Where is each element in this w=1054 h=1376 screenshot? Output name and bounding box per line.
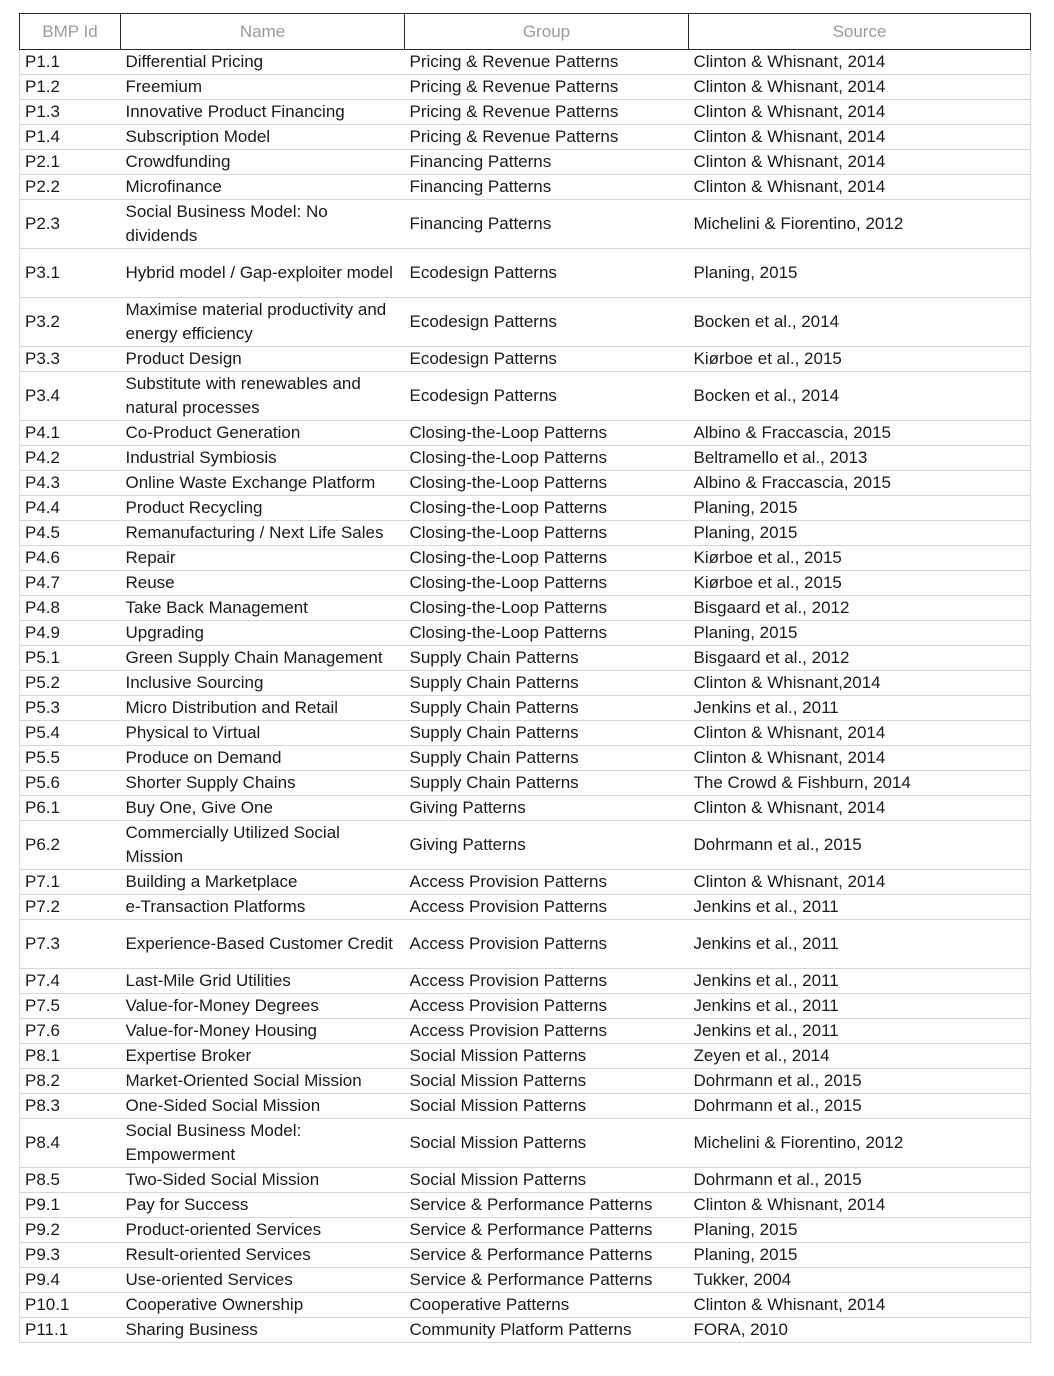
cell-name: Maximise material productivity and energy efficiency <box>121 298 405 347</box>
cell-source: Jenkins et al., 2011 <box>689 1019 1031 1044</box>
cell-source: Albino & Fraccascia, 2015 <box>689 421 1031 446</box>
cell-bmp-id: P8.2 <box>20 1069 121 1094</box>
cell-name: Experience-Based Customer Credit <box>121 920 405 969</box>
table-row <box>20 994 1031 1019</box>
cell-group: Social Mission Patterns <box>405 1119 689 1168</box>
bmp-table-container <box>19 13 1030 1343</box>
cell-group: Closing-the-Loop Patterns <box>405 621 689 646</box>
cell-bmp-id: P5.4 <box>20 721 121 746</box>
cell-source: Clinton & Whisnant, 2014 <box>689 125 1031 150</box>
cell-group: Giving Patterns <box>405 796 689 821</box>
cell-source: Kiørboe et al., 2015 <box>689 571 1031 596</box>
table-row <box>20 421 1031 446</box>
cell-group: Financing Patterns <box>405 150 689 175</box>
cell-bmp-id: P2.1 <box>20 150 121 175</box>
table-row <box>20 298 1031 347</box>
table-row <box>20 1168 1031 1193</box>
header-group: Group <box>405 14 689 50</box>
cell-bmp-id: P5.3 <box>20 696 121 721</box>
cell-group: Social Mission Patterns <box>405 1069 689 1094</box>
cell-source: Clinton & Whisnant, 2014 <box>689 796 1031 821</box>
cell-name: Buy One, Give One <box>121 796 405 821</box>
cell-source: Jenkins et al., 2011 <box>689 969 1031 994</box>
cell-source: Bisgaard et al., 2012 <box>689 646 1031 671</box>
cell-name: Subscription Model <box>121 125 405 150</box>
cell-name: Use-oriented Services <box>121 1268 405 1293</box>
cell-name: Co-Product Generation <box>121 421 405 446</box>
cell-group: Supply Chain Patterns <box>405 646 689 671</box>
cell-source: Tukker, 2004 <box>689 1268 1031 1293</box>
cell-source: Dohrmann et al., 2015 <box>689 1168 1031 1193</box>
cell-bmp-id: P2.2 <box>20 175 121 200</box>
cell-name: Shorter Supply Chains <box>121 771 405 796</box>
cell-name: Social Business Model: Empowerment <box>121 1119 405 1168</box>
cell-name: Commercially Utilized Social Mission <box>121 821 405 870</box>
cell-source: Clinton & Whisnant,2014 <box>689 671 1031 696</box>
cell-bmp-id: P10.1 <box>20 1293 121 1318</box>
cell-name: Cooperative Ownership <box>121 1293 405 1318</box>
cell-source: Kiørboe et al., 2015 <box>689 347 1031 372</box>
header-name: Name <box>121 14 405 50</box>
table-row <box>20 1268 1031 1293</box>
cell-source: The Crowd & Fishburn, 2014 <box>689 771 1031 796</box>
table-row <box>20 746 1031 771</box>
cell-bmp-id: P4.8 <box>20 596 121 621</box>
cell-bmp-id: P7.2 <box>20 895 121 920</box>
cell-group: Ecodesign Patterns <box>405 298 689 347</box>
cell-bmp-id: P5.2 <box>20 671 121 696</box>
cell-source: Bocken et al., 2014 <box>689 298 1031 347</box>
cell-group: Ecodesign Patterns <box>405 347 689 372</box>
cell-name: Two-Sided Social Mission <box>121 1168 405 1193</box>
cell-bmp-id: P4.5 <box>20 521 121 546</box>
header-row <box>20 14 1031 50</box>
table-header <box>20 14 1031 50</box>
cell-name: Value-for-Money Degrees <box>121 994 405 1019</box>
table-row <box>20 771 1031 796</box>
cell-group: Pricing & Revenue Patterns <box>405 125 689 150</box>
cell-bmp-id: P1.1 <box>20 50 121 75</box>
cell-bmp-id: P1.4 <box>20 125 121 150</box>
cell-name: Product-oriented Services <box>121 1218 405 1243</box>
cell-name: Produce on Demand <box>121 746 405 771</box>
header-source: Source <box>689 14 1031 50</box>
cell-group: Cooperative Patterns <box>405 1293 689 1318</box>
table-row <box>20 150 1031 175</box>
cell-bmp-id: P3.2 <box>20 298 121 347</box>
cell-name: Physical to Virtual <box>121 721 405 746</box>
cell-name: Building a Marketplace <box>121 870 405 895</box>
cell-source: Clinton & Whisnant, 2014 <box>689 75 1031 100</box>
cell-source: Michelini & Fiorentino, 2012 <box>689 200 1031 249</box>
cell-bmp-id: P9.4 <box>20 1268 121 1293</box>
cell-group: Service & Performance Patterns <box>405 1193 689 1218</box>
cell-name: Expertise Broker <box>121 1044 405 1069</box>
cell-source: Clinton & Whisnant, 2014 <box>689 1193 1031 1218</box>
table-row <box>20 521 1031 546</box>
cell-group: Ecodesign Patterns <box>405 372 689 421</box>
cell-source: Dohrmann et al., 2015 <box>689 1094 1031 1119</box>
cell-bmp-id: P5.5 <box>20 746 121 771</box>
cell-group: Financing Patterns <box>405 175 689 200</box>
cell-group: Social Mission Patterns <box>405 1168 689 1193</box>
cell-source: Planing, 2015 <box>689 621 1031 646</box>
cell-name: Social Business Model: No dividends <box>121 200 405 249</box>
cell-bmp-id: P4.1 <box>20 421 121 446</box>
cell-group: Social Mission Patterns <box>405 1094 689 1119</box>
table-row <box>20 895 1031 920</box>
cell-bmp-id: P2.3 <box>20 200 121 249</box>
cell-source: Clinton & Whisnant, 2014 <box>689 1293 1031 1318</box>
cell-bmp-id: P4.6 <box>20 546 121 571</box>
cell-group: Community Platform Patterns <box>405 1318 689 1343</box>
cell-source: FORA, 2010 <box>689 1318 1031 1343</box>
cell-source: Clinton & Whisnant, 2014 <box>689 100 1031 125</box>
table-row <box>20 50 1031 75</box>
cell-group: Closing-the-Loop Patterns <box>405 421 689 446</box>
cell-source: Bocken et al., 2014 <box>689 372 1031 421</box>
cell-source: Clinton & Whisnant, 2014 <box>689 50 1031 75</box>
cell-source: Planing, 2015 <box>689 521 1031 546</box>
cell-group: Access Provision Patterns <box>405 920 689 969</box>
cell-name: Market-Oriented Social Mission <box>121 1069 405 1094</box>
cell-name: Reuse <box>121 571 405 596</box>
table-row <box>20 1044 1031 1069</box>
cell-group: Access Provision Patterns <box>405 994 689 1019</box>
cell-source: Jenkins et al., 2011 <box>689 696 1031 721</box>
cell-bmp-id: P3.1 <box>20 249 121 298</box>
cell-source: Clinton & Whisnant, 2014 <box>689 175 1031 200</box>
cell-bmp-id: P7.3 <box>20 920 121 969</box>
cell-name: Substitute with renewables and natural processes <box>121 372 405 421</box>
cell-name: Sharing Business <box>121 1318 405 1343</box>
cell-name: Last-Mile Grid Utilities <box>121 969 405 994</box>
cell-name: Industrial Symbiosis <box>121 446 405 471</box>
cell-bmp-id: P3.3 <box>20 347 121 372</box>
table-row <box>20 969 1031 994</box>
cell-bmp-id: P5.1 <box>20 646 121 671</box>
cell-source: Planing, 2015 <box>689 496 1031 521</box>
cell-group: Closing-the-Loop Patterns <box>405 496 689 521</box>
header-bmp-id: BMP Id <box>20 14 121 50</box>
table-row <box>20 920 1031 969</box>
table-row <box>20 796 1031 821</box>
cell-group: Pricing & Revenue Patterns <box>405 75 689 100</box>
cell-bmp-id: P1.3 <box>20 100 121 125</box>
cell-source: Jenkins et al., 2011 <box>689 994 1031 1019</box>
cell-bmp-id: P9.1 <box>20 1193 121 1218</box>
cell-group: Access Provision Patterns <box>405 870 689 895</box>
table-row <box>20 249 1031 298</box>
cell-source: Clinton & Whisnant, 2014 <box>689 746 1031 771</box>
cell-source: Zeyen et al., 2014 <box>689 1044 1031 1069</box>
cell-name: Microfinance <box>121 175 405 200</box>
cell-group: Closing-the-Loop Patterns <box>405 546 689 571</box>
table-row <box>20 870 1031 895</box>
cell-bmp-id: P7.5 <box>20 994 121 1019</box>
cell-name: Pay for Success <box>121 1193 405 1218</box>
table-row <box>20 1069 1031 1094</box>
cell-bmp-id: P11.1 <box>20 1318 121 1343</box>
bmp-table <box>19 13 1031 1343</box>
cell-group: Closing-the-Loop Patterns <box>405 446 689 471</box>
table-row <box>20 1019 1031 1044</box>
table-row <box>20 671 1031 696</box>
cell-source: Jenkins et al., 2011 <box>689 895 1031 920</box>
table-row <box>20 75 1031 100</box>
cell-name: Online Waste Exchange Platform <box>121 471 405 496</box>
cell-bmp-id: P9.2 <box>20 1218 121 1243</box>
cell-bmp-id: P8.4 <box>20 1119 121 1168</box>
cell-name: Product Recycling <box>121 496 405 521</box>
cell-bmp-id: P7.6 <box>20 1019 121 1044</box>
cell-name: Value-for-Money Housing <box>121 1019 405 1044</box>
cell-group: Supply Chain Patterns <box>405 721 689 746</box>
cell-group: Closing-the-Loop Patterns <box>405 471 689 496</box>
cell-name: Repair <box>121 546 405 571</box>
cell-name: Differential Pricing <box>121 50 405 75</box>
cell-group: Supply Chain Patterns <box>405 671 689 696</box>
cell-source: Dohrmann et al., 2015 <box>689 1069 1031 1094</box>
cell-name: Hybrid model / Gap-exploiter model <box>121 249 405 298</box>
table-row <box>20 546 1031 571</box>
cell-name: Product Design <box>121 347 405 372</box>
cell-bmp-id: P7.4 <box>20 969 121 994</box>
table-row <box>20 446 1031 471</box>
cell-source: Kiørboe et al., 2015 <box>689 546 1031 571</box>
table-row <box>20 821 1031 870</box>
cell-bmp-id: P4.7 <box>20 571 121 596</box>
cell-group: Service & Performance Patterns <box>405 1218 689 1243</box>
table-row <box>20 1193 1031 1218</box>
cell-bmp-id: P6.2 <box>20 821 121 870</box>
cell-bmp-id: P4.4 <box>20 496 121 521</box>
table-row <box>20 621 1031 646</box>
cell-bmp-id: P1.2 <box>20 75 121 100</box>
cell-bmp-id: P5.6 <box>20 771 121 796</box>
cell-bmp-id: P4.2 <box>20 446 121 471</box>
cell-name: Inclusive Sourcing <box>121 671 405 696</box>
cell-bmp-id: P7.1 <box>20 870 121 895</box>
table-row <box>20 347 1031 372</box>
cell-bmp-id: P4.9 <box>20 621 121 646</box>
cell-group: Closing-the-Loop Patterns <box>405 596 689 621</box>
table-row <box>20 125 1031 150</box>
cell-name: Remanufacturing / Next Life Sales <box>121 521 405 546</box>
cell-group: Service & Performance Patterns <box>405 1268 689 1293</box>
table-row <box>20 1218 1031 1243</box>
cell-group: Pricing & Revenue Patterns <box>405 100 689 125</box>
cell-group: Service & Performance Patterns <box>405 1243 689 1268</box>
cell-source: Michelini & Fiorentino, 2012 <box>689 1119 1031 1168</box>
cell-group: Access Provision Patterns <box>405 969 689 994</box>
table-row <box>20 496 1031 521</box>
table-row <box>20 471 1031 496</box>
cell-source: Bisgaard et al., 2012 <box>689 596 1031 621</box>
table-row <box>20 1119 1031 1168</box>
cell-group: Supply Chain Patterns <box>405 746 689 771</box>
table-row <box>20 646 1031 671</box>
cell-bmp-id: P8.5 <box>20 1168 121 1193</box>
cell-group: Access Provision Patterns <box>405 1019 689 1044</box>
table-row <box>20 100 1031 125</box>
cell-group: Ecodesign Patterns <box>405 249 689 298</box>
cell-name: Upgrading <box>121 621 405 646</box>
cell-source: Beltramello et al., 2013 <box>689 446 1031 471</box>
cell-bmp-id: P3.4 <box>20 372 121 421</box>
cell-group: Social Mission Patterns <box>405 1044 689 1069</box>
cell-bmp-id: P8.3 <box>20 1094 121 1119</box>
cell-name: Result-oriented Services <box>121 1243 405 1268</box>
cell-group: Closing-the-Loop Patterns <box>405 521 689 546</box>
cell-source: Clinton & Whisnant, 2014 <box>689 150 1031 175</box>
cell-name: Green Supply Chain Management <box>121 646 405 671</box>
cell-source: Dohrmann et al., 2015 <box>689 821 1031 870</box>
table-row <box>20 1318 1031 1343</box>
cell-name: Crowdfunding <box>121 150 405 175</box>
table-row <box>20 596 1031 621</box>
cell-name: Freemium <box>121 75 405 100</box>
cell-group: Closing-the-Loop Patterns <box>405 571 689 596</box>
cell-source: Albino & Fraccascia, 2015 <box>689 471 1031 496</box>
cell-source: Planing, 2015 <box>689 1218 1031 1243</box>
cell-bmp-id: P8.1 <box>20 1044 121 1069</box>
cell-name: Innovative Product Financing <box>121 100 405 125</box>
cell-bmp-id: P4.3 <box>20 471 121 496</box>
cell-group: Giving Patterns <box>405 821 689 870</box>
table-row <box>20 200 1031 249</box>
cell-source: Clinton & Whisnant, 2014 <box>689 870 1031 895</box>
table-row <box>20 696 1031 721</box>
table-row <box>20 175 1031 200</box>
cell-source: Jenkins et al., 2011 <box>689 920 1031 969</box>
table-row <box>20 372 1031 421</box>
cell-bmp-id: P6.1 <box>20 796 121 821</box>
cell-name: Take Back Management <box>121 596 405 621</box>
cell-source: Planing, 2015 <box>689 1243 1031 1268</box>
cell-group: Supply Chain Patterns <box>405 696 689 721</box>
cell-name: One-Sided Social Mission <box>121 1094 405 1119</box>
cell-source: Clinton & Whisnant, 2014 <box>689 721 1031 746</box>
cell-source: Planing, 2015 <box>689 249 1031 298</box>
table-body <box>20 50 1031 1343</box>
table-row <box>20 1094 1031 1119</box>
table-row <box>20 1293 1031 1318</box>
cell-group: Pricing & Revenue Patterns <box>405 50 689 75</box>
cell-group: Supply Chain Patterns <box>405 771 689 796</box>
cell-group: Financing Patterns <box>405 200 689 249</box>
cell-name: e-Transaction Platforms <box>121 895 405 920</box>
cell-bmp-id: P9.3 <box>20 1243 121 1268</box>
table-row <box>20 571 1031 596</box>
cell-name: Micro Distribution and Retail <box>121 696 405 721</box>
cell-group: Access Provision Patterns <box>405 895 689 920</box>
table-row <box>20 1243 1031 1268</box>
table-row <box>20 721 1031 746</box>
